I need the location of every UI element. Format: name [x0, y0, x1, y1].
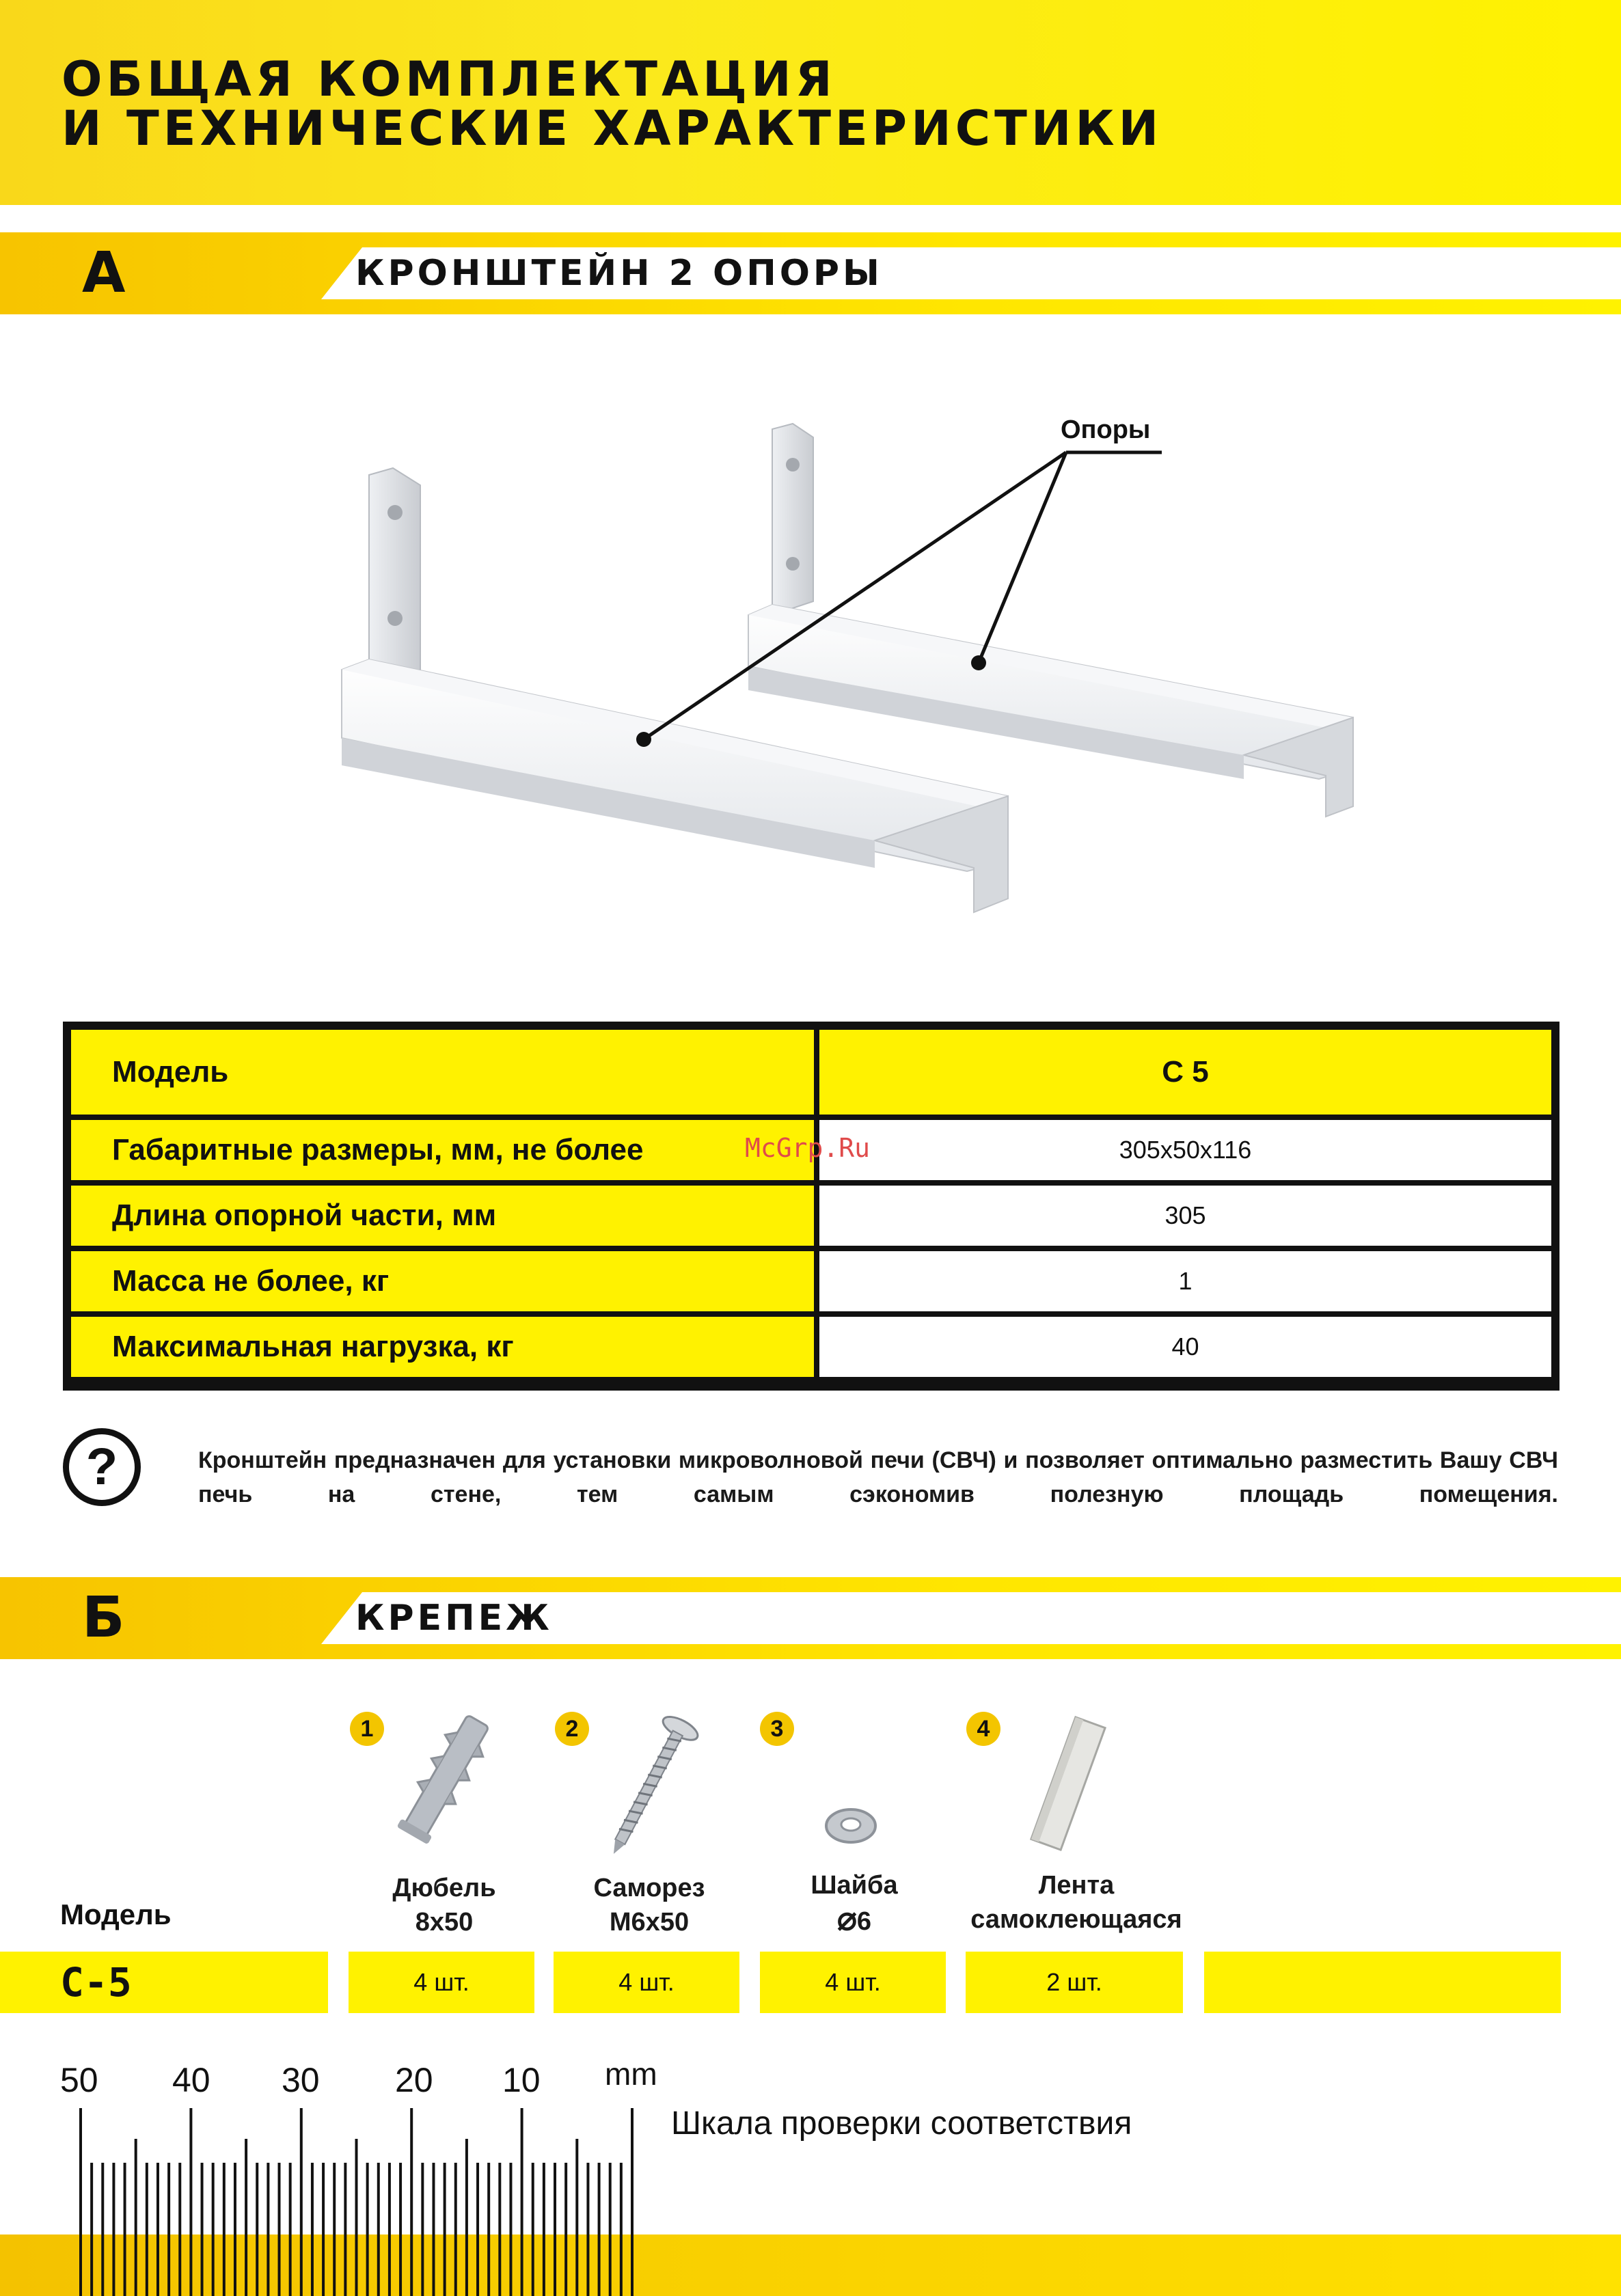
watermark: McGrp.Ru [745, 1133, 871, 1163]
qty-cell: 2 шт. [966, 1952, 1183, 2013]
scale-unit: mm [605, 2056, 657, 2092]
callout-dot-2 [971, 655, 986, 670]
scale-number: 30 [282, 2061, 320, 2099]
section-a-title: КРОНШТЕЙН 2 ОПОРЫ [355, 253, 883, 294]
scale-number: 10 [502, 2061, 541, 2099]
item-number-badge: 4 [966, 1712, 1000, 1746]
page-title [62, 51, 1163, 156]
qty-cell: 4 шт. [349, 1952, 534, 2013]
scale-number: 40 [172, 2061, 210, 2099]
spec-header-row [71, 1030, 1551, 1115]
qty-cell: 4 шт. [554, 1952, 739, 2013]
scale-number: 50 [60, 2061, 98, 2099]
section-a-letter: А [82, 241, 126, 305]
item-number-badge: 1 [350, 1712, 384, 1746]
callout-dot-1 [636, 732, 651, 747]
scale-caption: Шкала проверки соответствия [671, 2105, 1132, 2142]
model-header: Модель [60, 1898, 172, 1930]
spec-row [71, 1251, 1551, 1311]
info-text: Кронштейн предназначен для установки микроволновой печи (СВЧ) и позволяет оптимально разместить Вашу СВЧ печь на стене, тем самым сэкономив полезную площадь помещения. [198, 1447, 1558, 1507]
ruler-scale [0, 2098, 683, 2296]
item-number-badge: 3 [760, 1712, 794, 1746]
bracket-back [748, 424, 1353, 817]
item-number-badge: 2 [555, 1712, 589, 1746]
spec-row-value: 305х50х116 [819, 1120, 1551, 1180]
scale-number: 20 [395, 2061, 433, 2099]
section-b-title: КРЕПЕЖ [355, 1598, 553, 1639]
section-a-bar [0, 232, 1621, 314]
spec-row-label: Габаритные размеры, мм, не более [71, 1120, 814, 1180]
spec-row-value: 40 [819, 1317, 1551, 1377]
model-name: С-5 [60, 1959, 132, 2006]
spec-header-value: С 5 [819, 1030, 1551, 1115]
page-title-line1: ОБЩАЯ КОМПЛЕКТАЦИЯ [62, 51, 836, 107]
spec-row-value: 305 [819, 1186, 1551, 1246]
spec-row-label: Длина опорной части, мм [71, 1186, 814, 1246]
spec-table [63, 1022, 1559, 1391]
item-label-tape: Лента самоклеющаяся [970, 1871, 1182, 1934]
dowel-icon [383, 1705, 506, 1855]
spec-header-label: Модель [71, 1030, 814, 1115]
page-title-line2: И ТЕХНИЧЕСКИЕ ХАРАКТЕРИСТИКИ [62, 100, 1163, 156]
screw-icon [595, 1708, 704, 1866]
spec-row [71, 1317, 1551, 1377]
item-label-dowel: Дюбель 8х50 [392, 1874, 496, 1937]
qty-cell: 4 шт. [760, 1952, 946, 2013]
diameter-icon: ⌀ [836, 1901, 857, 1937]
model-cell [0, 1952, 328, 2013]
section-b-bar [0, 1577, 1621, 1659]
bracket-illustration [301, 396, 1394, 957]
tape-icon [1010, 1712, 1126, 1855]
section-b-letter: Б [82, 1585, 125, 1650]
callout-label: Опоры [1061, 415, 1151, 444]
item-label-washer: Шайба ⌀6 [810, 1871, 898, 1937]
item-label-screw: Саморез М6х50 [593, 1874, 705, 1937]
empty-cell [1204, 1952, 1561, 2013]
spec-row-value: 1 [819, 1251, 1551, 1311]
question-icon: ? [63, 1428, 141, 1506]
spec-row [71, 1186, 1551, 1246]
spec-row-label: Максимальная нагрузка, кг [71, 1317, 814, 1377]
spec-row-label: Масса не более, кг [71, 1251, 814, 1311]
washer-icon [823, 1805, 878, 1846]
